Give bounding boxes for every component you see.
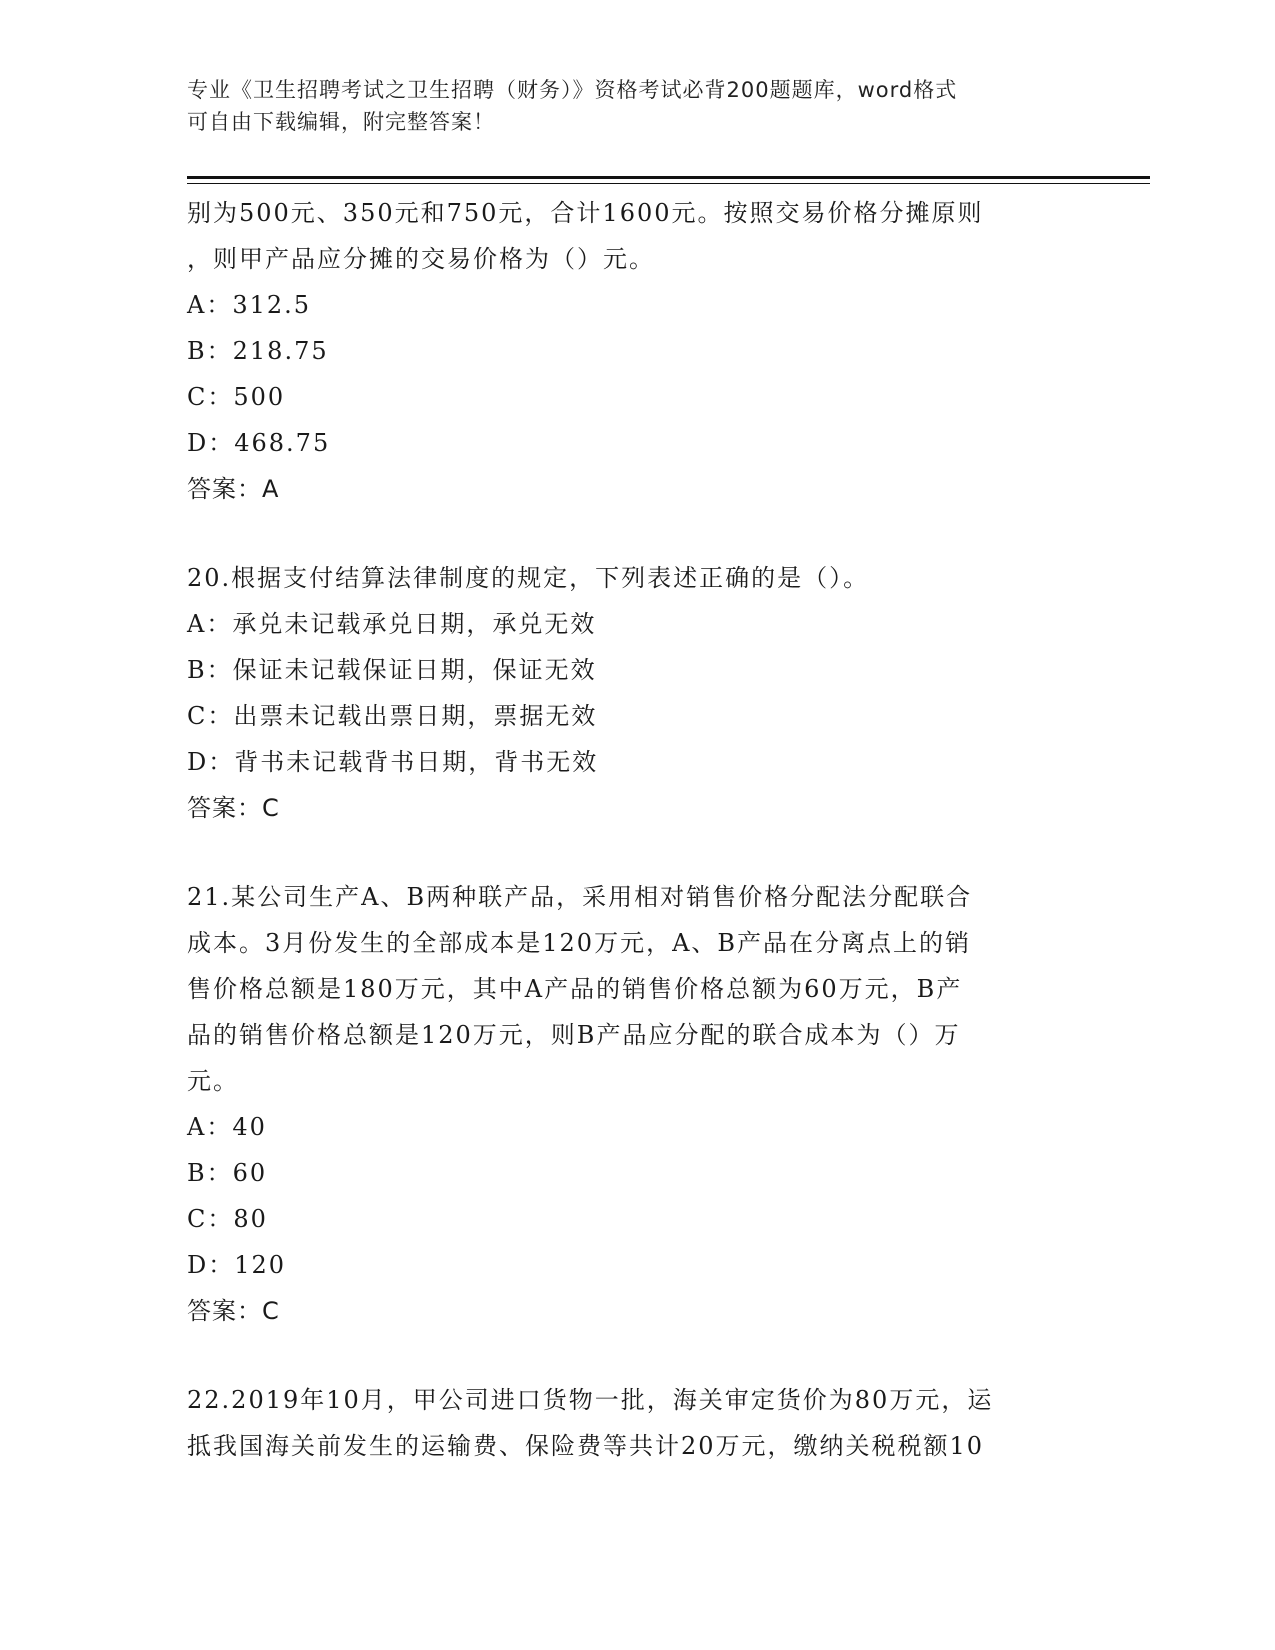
option-d: D：468.75 [187, 429, 331, 457]
question-text-line: 元。 [187, 1067, 239, 1095]
option-b: B：218.75 [187, 337, 329, 365]
question-22 [187, 1377, 1087, 1469]
question-text-line: 售价格总额是180万元，其中A产品的销售价格总额为60万元，B产 [187, 975, 963, 1003]
document-body [187, 190, 1087, 1469]
question-21 [187, 874, 1087, 1334]
option-c: C：80 [187, 1205, 268, 1233]
option-a: A：承兑未记载承兑日期，承兑无效 [187, 610, 597, 638]
answer-line: 答案：A [187, 475, 280, 503]
header-line-2: 可自由下载编辑，附完整答案！ [187, 110, 495, 134]
answer-line: 答案：C [187, 794, 280, 822]
page-header [187, 74, 1067, 138]
option-c: C：出票未记载出票日期，票据无效 [187, 702, 598, 730]
question-text-line: 别为500元、350元和750元，合计1600元。按照交易价格分摊原则 [187, 199, 984, 227]
question-text-line: 成本。3月份发生的全部成本是120万元，A、B产品在分离点上的销 [187, 929, 972, 957]
question-20 [187, 555, 1087, 831]
option-d: D：背书未记载背书日期，背书无效 [187, 748, 599, 776]
question-continued [187, 190, 1087, 512]
question-text-line: 21.某公司生产A、B两种联产品，采用相对销售价格分配法分配联合 [187, 883, 973, 911]
header-line-1: 专业《卫生招聘考试之卫生招聘（财务）》资格考试必背200题题库，word格式 [187, 78, 958, 102]
question-text-line: 抵我国海关前发生的运输费、保险费等共计20万元，缴纳关税税额10 [187, 1432, 985, 1460]
option-a: A：312.5 [187, 291, 312, 319]
header-divider-thin [187, 183, 1150, 184]
option-c: C：500 [187, 383, 286, 411]
question-text-line: 品的销售价格总额是120万元，则B产品应分配的联合成本为（）万 [187, 1021, 961, 1049]
option-a: A：40 [187, 1113, 267, 1141]
option-d: D：120 [187, 1251, 287, 1279]
option-b: B：60 [187, 1159, 268, 1187]
question-text-line: ，则甲产品应分摊的交易价格为（）元。 [187, 245, 655, 273]
option-b: B：保证未记载保证日期，保证无效 [187, 656, 597, 684]
question-text-line: 20.根据支付结算法律制度的规定，下列表述正确的是（）。 [187, 564, 870, 592]
answer-line: 答案：C [187, 1297, 280, 1325]
question-text-line: 22.2019年10月，甲公司进口货物一批，海关审定货价为80万元，运 [187, 1386, 994, 1414]
header-divider-thick [187, 176, 1150, 179]
